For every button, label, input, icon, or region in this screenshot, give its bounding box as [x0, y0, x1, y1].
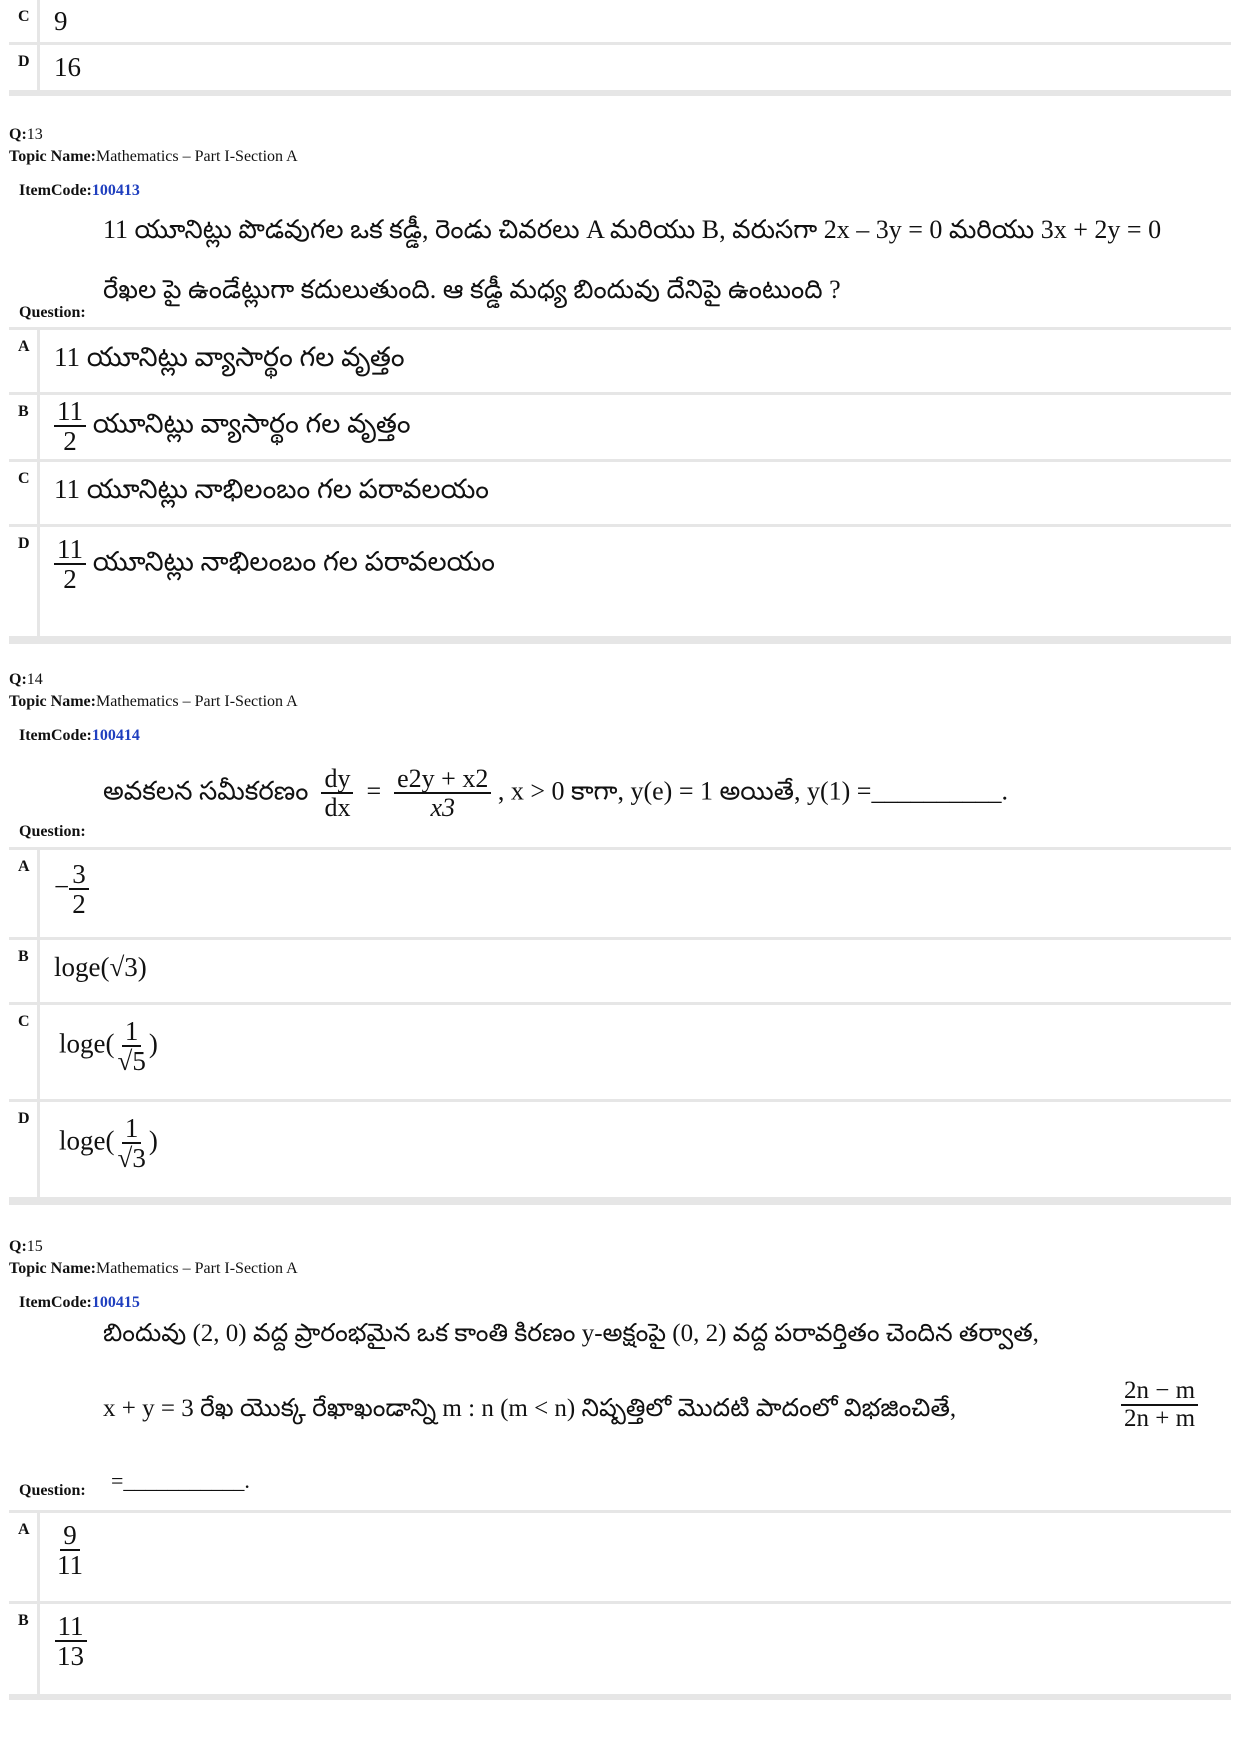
fraction: $\frac{1}{√3}$ — [117, 1113, 146, 1174]
topic-name: Topic Name:Mathematics – Part I-Section A — [9, 148, 298, 165]
option-label: D — [9, 1102, 40, 1197]
option-text: 11 యూనిట్లు నాభిలంబం గల పరావలయం — [54, 474, 489, 504]
question-line-1: బిందువు (2, 0) వద్ద ప్రారంభమైన ఒక కాంతి కిరణం y-అక్షంపై (0, 2) వద్ద పరావర్తితం చెందిన తర్వాత, — [103, 1320, 1039, 1347]
option-row[interactable] — [9, 1604, 1231, 1694]
option-text: 9 — [54, 6, 68, 36]
fraction: $\frac{11}{2}$ — [54, 397, 86, 456]
question-line-3: =___________. — [111, 1468, 250, 1493]
question-fraction — [1121, 1378, 1198, 1433]
option-text: loge( $\frac{1}{√3}$ ) — [59, 1113, 158, 1174]
option-row[interactable] — [9, 1513, 1231, 1601]
item-code: ItemCode:100414 — [19, 727, 140, 744]
fraction: $\frac{3}{2}$ — [69, 860, 89, 919]
fraction: $\frac{9}{11}$ — [57, 1520, 83, 1581]
option-text: − $\frac{3}{2}$ — [54, 860, 89, 919]
option-row[interactable] — [9, 462, 1231, 524]
fraction: $\frac{11}{13}$ — [54, 1612, 87, 1671]
option-label: D — [9, 45, 40, 90]
question-row — [9, 1282, 1231, 1510]
option-label: B — [9, 1604, 40, 1694]
fraction: $\frac{1}{√5}$ — [117, 1016, 146, 1077]
question-line-2: రేఖల పై ఉండేట్లుగా కదులుతుంది. ఆ కడ్డీ మధ్య బిందువు దేనిపై ఉంటుంది ? — [103, 275, 841, 304]
option-label: A — [9, 850, 40, 937]
option-row[interactable] — [9, 45, 1231, 90]
option-text: $\frac{11}{2}$ యూనిట్లు నాభిలంబం గల పరావలయం — [54, 535, 495, 594]
question-box-13 — [9, 170, 1231, 644]
question-line-2: x + y = 3 రేఖ యొక్క రేఖాఖండాన్ని m : n (m < n) నిష్పత్తిలో మొదటి పాదంలో విభజించితే, — [103, 1395, 957, 1422]
question-number: Q:13 — [9, 126, 43, 143]
question-label: Question: — [19, 304, 86, 321]
item-code: ItemCode:100413 — [19, 182, 140, 199]
fraction: $\frac{2n - m}{2n + m}$ — [1121, 1378, 1198, 1433]
option-row[interactable] — [9, 527, 1231, 636]
option-row[interactable] — [9, 330, 1231, 392]
option-text: 16 — [54, 52, 81, 82]
item-code: ItemCode:100415 — [19, 1294, 140, 1311]
question-number: Q:15 — [9, 1238, 43, 1255]
prev-options-box — [9, 0, 1231, 96]
option-label: A — [9, 1513, 40, 1601]
option-row[interactable] — [9, 395, 1231, 459]
option-label: C — [9, 0, 40, 42]
question-equation: అవకలన సమీకరణం $\frac{dy}{dx}$ = $\frac{e2y + x2}{x3}$ , x > 0 కాగా, y(e) = 1 అయితే, y(1) =__________. — [103, 764, 1008, 823]
option-label: C — [9, 462, 40, 524]
option-label: C — [9, 1005, 40, 1099]
option-text — [54, 1521, 86, 1580]
question-label: Question: — [19, 1482, 86, 1499]
topic-name: Topic Name:Mathematics – Part I-Section A — [9, 693, 298, 710]
option-label: B — [9, 395, 40, 459]
question-box-15 — [9, 1282, 1231, 1700]
option-text — [54, 1612, 87, 1671]
topic-name: Topic Name:Mathematics – Part I-Section A — [9, 1260, 298, 1277]
option-label: A — [9, 330, 40, 392]
option-label: B — [9, 940, 40, 1002]
option-row[interactable] — [9, 940, 1231, 1002]
question-line-1: 11 యూనిట్లు పొడవుగల ఒక కడ్డీ, రెండు చివరలు A మరియు B, వరుసగా 2x – 3y = 0 మరియు 3x + 2y = 0 — [103, 215, 1162, 244]
option-text: $\frac{11}{2}$ యూనిట్లు వ్యాసార్థం గల వృత్తం — [54, 397, 411, 456]
option-row[interactable] — [9, 0, 1231, 42]
option-text: loge(√3) — [54, 952, 147, 982]
question-box-14 — [9, 715, 1231, 1205]
question-row — [9, 715, 1231, 847]
question-number: Q:14 — [9, 671, 43, 688]
option-row[interactable] — [9, 1005, 1231, 1099]
fraction: $\frac{dy}{dx}$ — [321, 765, 353, 822]
fraction: $\frac{11}{2}$ — [54, 535, 86, 594]
question-row — [9, 170, 1231, 327]
option-row[interactable] — [9, 1102, 1231, 1197]
option-text: 11 యూనిట్లు వ్యాసార్థం గల వృత్తం — [54, 342, 405, 372]
option-row[interactable] — [9, 850, 1231, 937]
option-label: D — [9, 527, 40, 636]
question-label: Question: — [19, 823, 86, 840]
fraction: $\frac{e2y + x2}{x3}$ — [394, 765, 491, 822]
option-text: loge( $\frac{1}{√5}$ ) — [59, 1016, 158, 1077]
